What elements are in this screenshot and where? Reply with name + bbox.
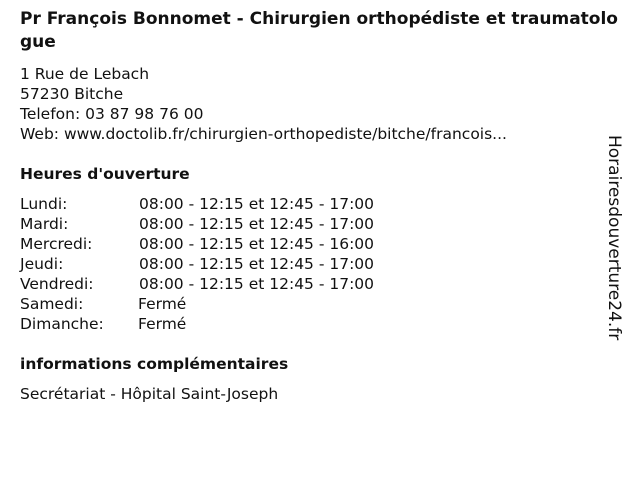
day-label: Dimanche: [20, 315, 104, 333]
info-heading: informations complémentaires [20, 355, 289, 373]
time-value: Fermé [138, 315, 187, 333]
contact-block [20, 64, 610, 144]
postal-city: 57230 Bitche [20, 85, 124, 103]
time-value: 08:00 - 12:15 et 12:45 - 17:00 [139, 195, 375, 213]
street-address: 1 Rue de Lebach [20, 65, 150, 83]
time-value: Fermé [138, 295, 187, 313]
day-label: Lundi: [20, 195, 68, 213]
day-label: Jeudi: [20, 255, 64, 273]
website-link[interactable]: Web: www.doctolib.fr/chirurgien-orthopediste/bitche/francois... [20, 125, 507, 143]
phone-number: Telefon: 03 87 98 76 00 [20, 105, 204, 123]
site-watermark: Horairesdouverture24.fr [604, 135, 624, 341]
time-value: 08:00 - 12:15 et 12:45 - 17:00 [139, 255, 375, 273]
page-title: Pr François Bonnomet - Chirurgien orthopédiste et traumatologue [20, 9, 618, 52]
day-label: Mercredi: [20, 235, 93, 253]
hours-heading: Heures d'ouverture [20, 165, 190, 183]
info-text: Secrétariat - Hôpital Saint-Joseph [20, 385, 279, 403]
time-value: 08:00 - 12:15 et 12:45 - 17:00 [139, 215, 375, 233]
day-label: Samedi: [20, 295, 84, 313]
day-label: Mardi: [20, 215, 69, 233]
time-value: 08:00 - 12:15 et 12:45 - 16:00 [139, 235, 375, 253]
time-value: 08:00 - 12:15 et 12:45 - 17:00 [139, 275, 375, 293]
day-label: Vendredi: [20, 275, 94, 293]
